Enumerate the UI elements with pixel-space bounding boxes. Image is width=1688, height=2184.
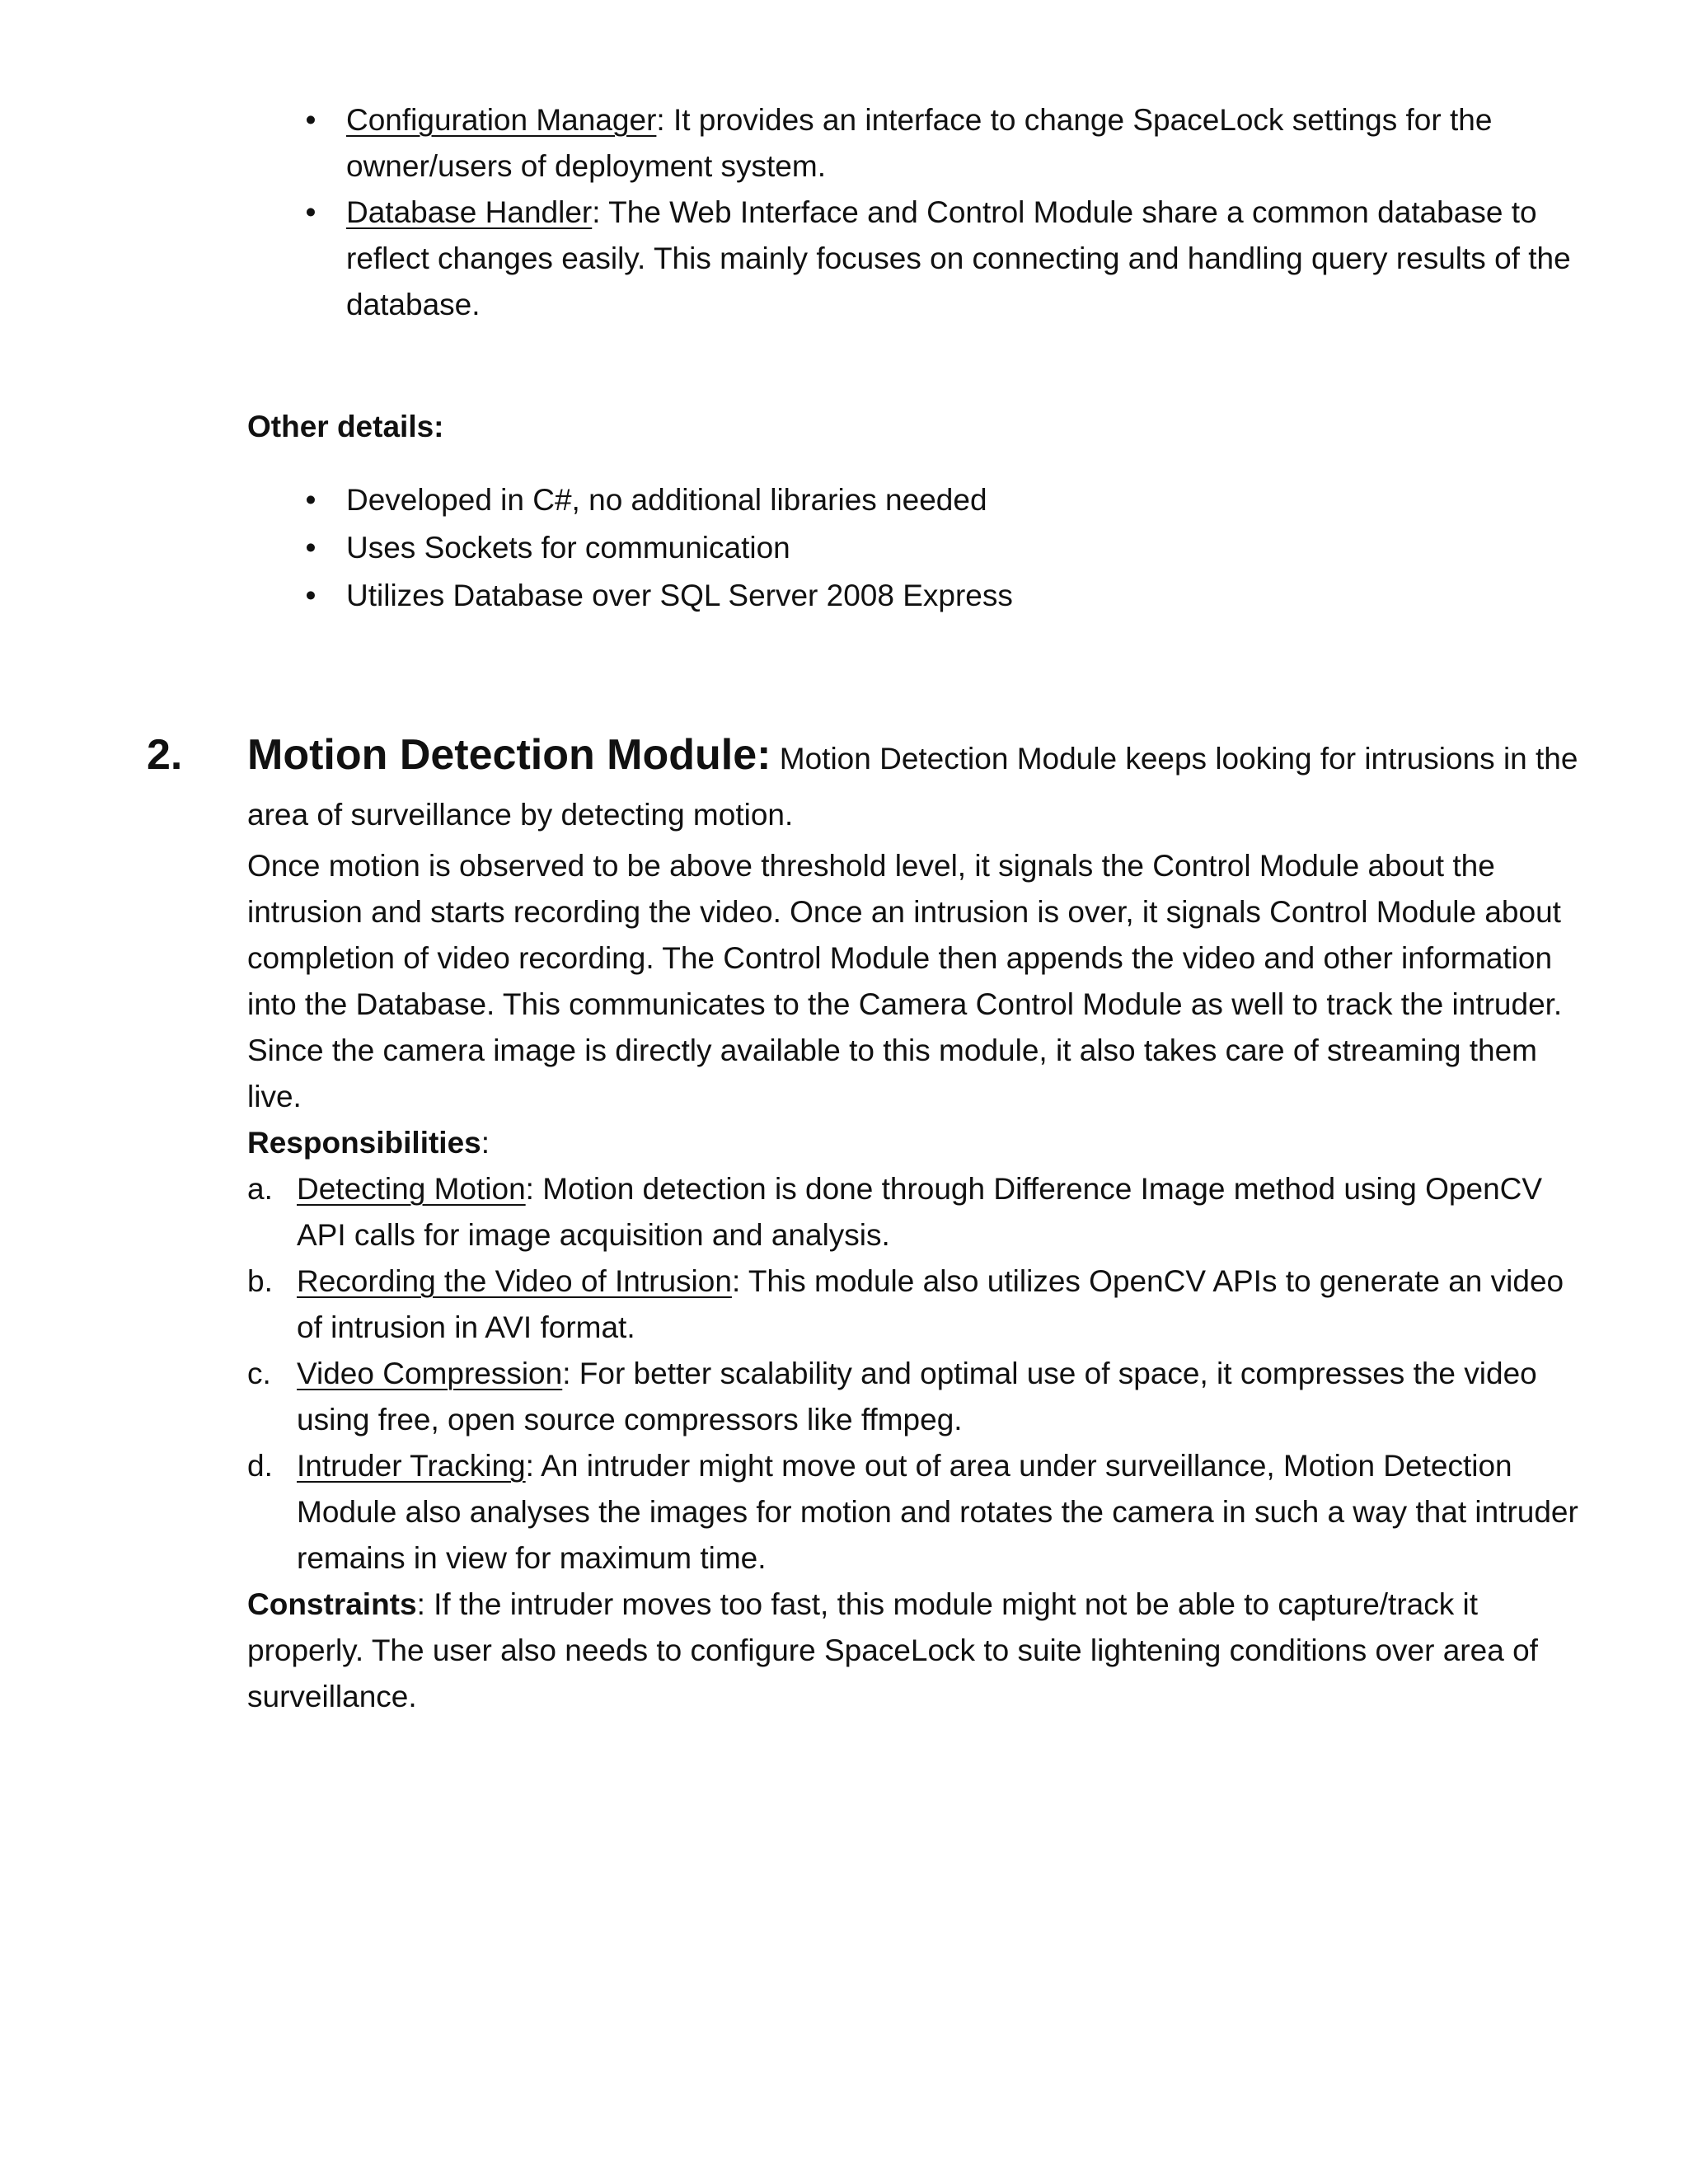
list-item — [247, 1166, 1582, 1258]
bullet-term: Configuration Manager — [346, 103, 657, 137]
list-letter: c. — [247, 1357, 271, 1390]
list-item — [247, 1443, 1582, 1582]
list-term: Video Compression — [297, 1357, 563, 1390]
list-letter: a. — [247, 1172, 273, 1206]
other-details-list — [247, 476, 1582, 620]
list-item — [247, 476, 1582, 524]
list-item — [247, 190, 1582, 328]
constraints-heading: Constraints — [247, 1587, 417, 1621]
list-item — [247, 524, 1582, 572]
responsibilities-heading-text: Responsibilities — [247, 1126, 481, 1160]
section-intro — [247, 727, 1582, 843]
list-item — [247, 1351, 1582, 1443]
section-number: 2. — [147, 731, 183, 779]
list-text: : Motion detection is done through Difference Image method using OpenCV API calls for image acquisition and analysis. — [297, 1172, 1543, 1252]
constraints-paragraph — [247, 1582, 1582, 1720]
section-motion-detection — [247, 727, 1582, 1720]
responsibilities-list — [247, 1166, 1582, 1582]
responsibilities-heading-colon: : — [481, 1126, 490, 1160]
bullet-icon: • — [305, 531, 316, 565]
list-item — [247, 97, 1582, 190]
section-title: Motion Detection Module: — [247, 731, 771, 779]
list-text: : An intruder might move out of area under surveillance, Motion Detection Module also analyses the images for motion and rotates the camera in such a way that intruder remains in view for maximum time. — [297, 1449, 1578, 1575]
list-term: Intruder Tracking — [297, 1449, 526, 1483]
list-letter: b. — [247, 1264, 273, 1298]
bullet-term: Database Handler — [346, 195, 593, 229]
list-item-text: Uses Sockets for communication — [346, 531, 790, 565]
top-bullet-list — [247, 97, 1582, 328]
list-item-text: Utilizes Database over SQL Server 2008 Express — [346, 579, 1013, 612]
bullet-text: : It provides an interface to change SpaceLock settings for the owner/users of deployment system. — [346, 103, 1493, 183]
list-item — [247, 1258, 1582, 1351]
list-term: Recording the Video of Intrusion — [297, 1264, 732, 1298]
bullet-icon: • — [305, 103, 316, 137]
bullet-icon: • — [305, 579, 316, 612]
list-letter: d. — [247, 1449, 273, 1483]
section-paragraph: Once motion is observed to be above threshold level, it signals the Control Module about the intrusion and starts recording the video. Once an intrusion is over, it signals Control Module about completion of video recording. The Control Module then appends the video and other information into the Database. This communicates to the Camera Control Module as well to track the intruder. Since the camera image is directly available to this module, it also takes care of streaming them live. — [247, 849, 1563, 1113]
list-term: Detecting Motion — [297, 1172, 526, 1206]
bullet-icon: • — [305, 195, 316, 229]
bullet-text: : The Web Interface and Control Module share a common database to reflect changes easily. This mainly focuses on connecting and handling query results of the database. — [346, 195, 1571, 321]
list-text: : For better scalability and optimal use of space, it compresses the video using free, open source compressors like ffmpeg. — [297, 1357, 1537, 1436]
constraints-text: : If the intruder moves too fast, this module might not be able to capture/track it properly. The user also needs to configure SpaceLock to suite lightening conditions over area of surveillance. — [247, 1587, 1538, 1713]
list-text: : This module also utilizes OpenCV APIs to generate an video of intrusion in AVI format. — [297, 1264, 1564, 1344]
list-item-text: Developed in C#, no additional libraries needed — [346, 483, 987, 517]
bullet-icon: • — [305, 483, 316, 517]
list-item — [247, 572, 1582, 620]
responsibilities-heading — [247, 1120, 1582, 1166]
section-intro-text: Motion Detection Module keeps looking for intrusions in the area of surveillance by detecting motion. — [247, 742, 1578, 832]
other-details-heading: Other details: — [247, 410, 444, 443]
